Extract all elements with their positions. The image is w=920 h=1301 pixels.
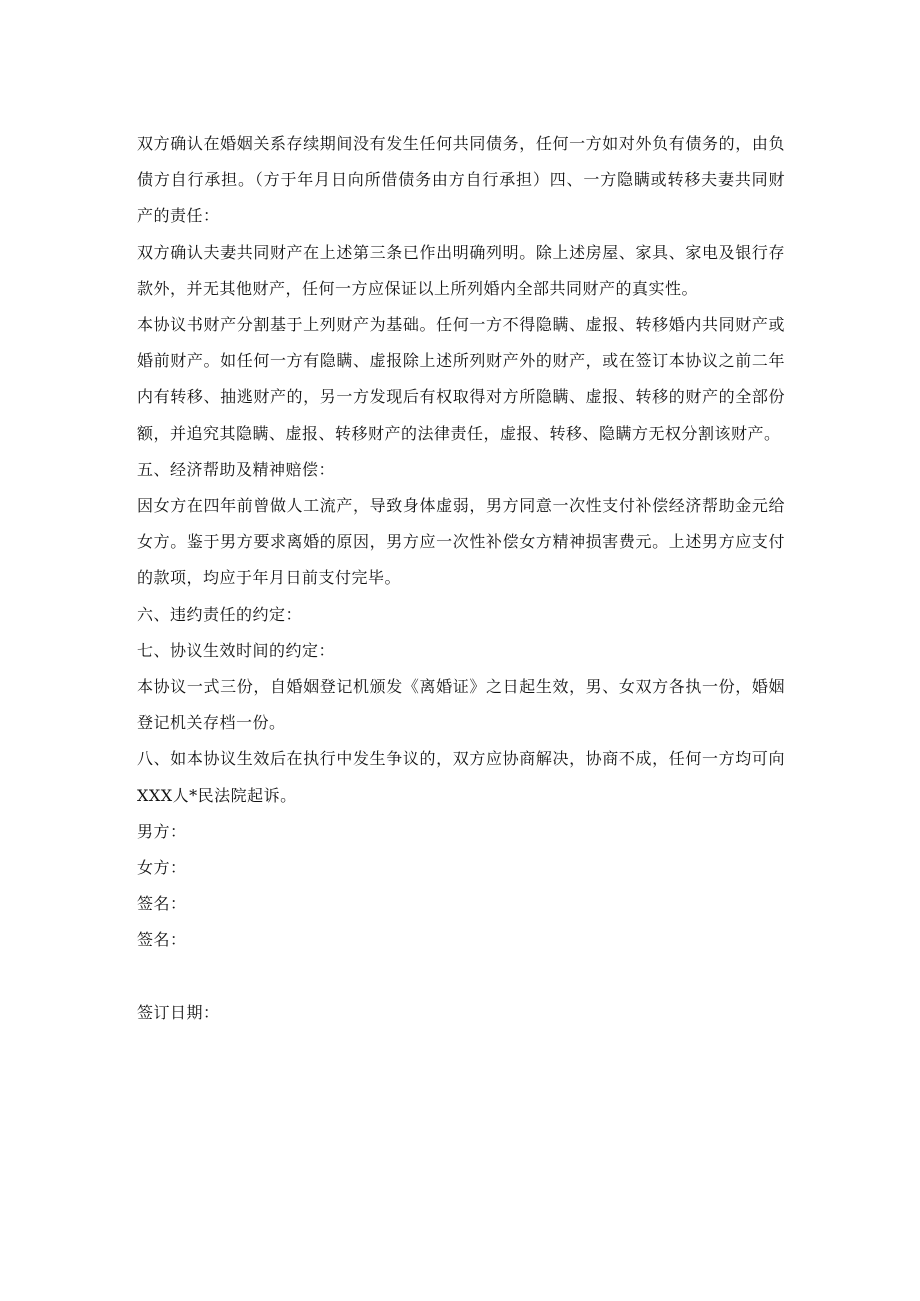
paragraph-debts: 双方确认在婚姻关系存续期间没有发生任何共同债务，任何一方如对外负有债务的，由负债方自行承担。（方于年月日向所借债务由方自行承担）四、一方隐瞒或转移夫妻共同财产的责任： xyxy=(137,134,785,226)
paragraph-property-division: 本协议书财产分割基于上列财产为基础。任何一方不得隐瞒、虚报、转移婚内共同财产或婚前财产。如任何一方有隐瞒、虚报除上述所列财产外的财产，或在签订本协议之前二年内有转移、抽逃财产的，另一方发现后有权取得对方所隐瞒、虚报、转移的财产的全部份额，并追究其隐瞒、虚报、转移财产的法律责任，虚报、转移、隐瞒方无权分割该财产。 xyxy=(137,315,785,443)
male-party-label: 男方： xyxy=(137,821,187,841)
paragraph-copies: 本协议一式三份，自婚姻登记机颁发《离婚证》之日起生效，男、女双方各执一份，婚姻登记机关存档一份。 xyxy=(137,677,785,733)
signing-date-label: 签订日期： xyxy=(137,1002,220,1022)
agreement-page xyxy=(137,126,785,1031)
heading-effective-time: 七、协议生效时间的约定： xyxy=(137,640,336,660)
signature-label-2: 签名： xyxy=(137,930,187,950)
heading-breach-liability: 六、违约责任的约定： xyxy=(137,604,303,624)
signature-label-1: 签名： xyxy=(137,894,187,914)
paragraph-compensation: 因女方在四年前曾做人工流产，导致身体虚弱，男方同意一次性支付补偿经济帮助金元给女方。鉴于男方要求离婚的原因，男方应一次性补偿女方精神损害费元。上述男方应支付的款项，均应于年月日前支付完毕。 xyxy=(137,496,785,588)
spacer xyxy=(137,959,785,995)
paragraph-dispute-resolution: 八、如本协议生效后在执行中发生争议的，双方应协商解决，协商不成，任何一方均可向XXX人*民法院起诉。 xyxy=(137,749,785,805)
female-party-label: 女方： xyxy=(137,858,187,878)
heading-economic-help: 五、经济帮助及精神赔偿： xyxy=(137,459,336,479)
paragraph-property-confirmation: 双方确认夫妻共同财产在上述第三条已作出明确列明。除上述房屋、家具、家电及银行存款外，并无其他财产，任何一方应保证以上所列婚内全部共同财产的真实性。 xyxy=(137,242,785,298)
